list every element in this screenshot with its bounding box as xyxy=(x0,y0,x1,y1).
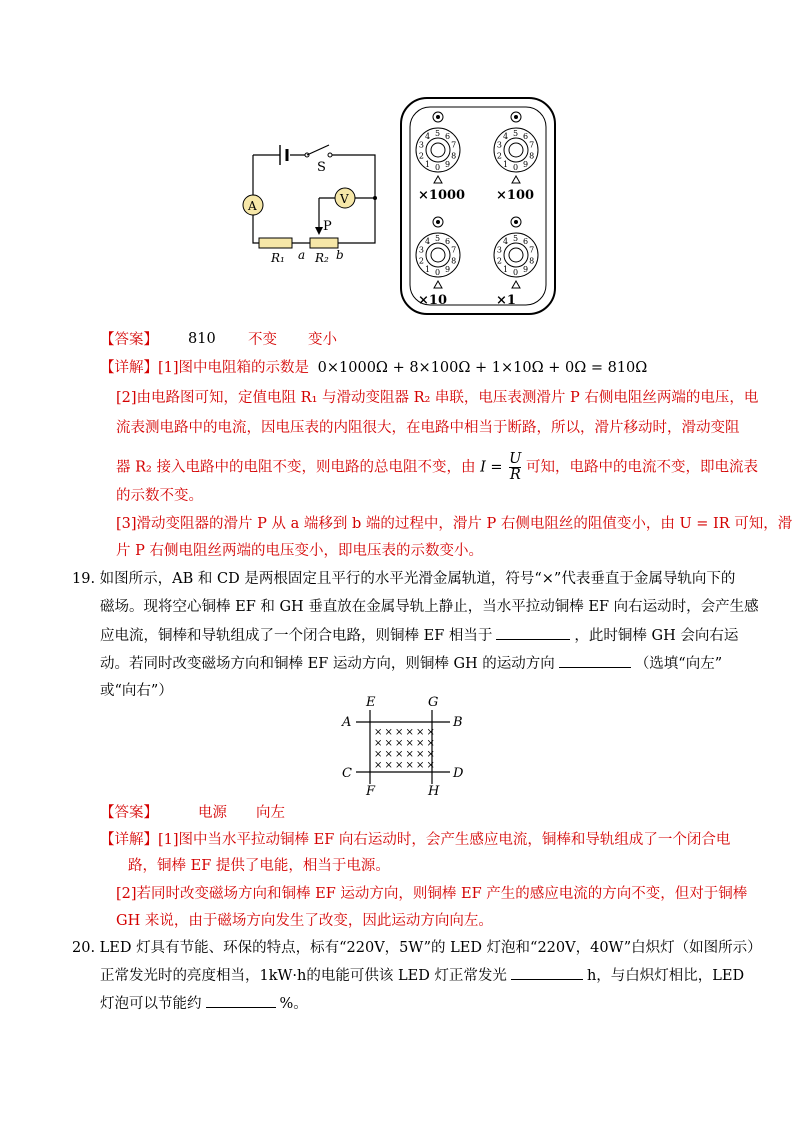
svg-text:R₁: R₁ xyxy=(271,251,285,265)
dial-multiplier: ×100 xyxy=(496,188,535,203)
field-cross: × xyxy=(374,727,383,738)
dial-digit: 6 xyxy=(522,132,529,142)
dial-digit: 3 xyxy=(496,140,502,150)
dial-digit: 1 xyxy=(503,159,509,169)
answer-blank[interactable] xyxy=(206,993,276,1008)
dial-digit: 2 xyxy=(496,256,502,266)
dial-digit: 8 xyxy=(529,151,535,161)
field-cross: × xyxy=(426,760,435,771)
question-number: 19. xyxy=(72,571,96,587)
field-cross: × xyxy=(374,749,383,760)
dial-digit: 3 xyxy=(496,245,502,255)
field-cross: × xyxy=(395,760,404,771)
q18-detail-line7: 片 P 右侧电阻丝两端的电压变小，即电压表的示数变小。 xyxy=(116,543,483,559)
energy-unit: 1kW·h xyxy=(259,968,307,984)
svg-text:H: H xyxy=(428,784,440,796)
field-cross: × xyxy=(384,760,393,771)
dial-digit: 5 xyxy=(435,129,441,138)
dial-digit: 7 xyxy=(529,245,535,255)
dial-digit: 9 xyxy=(522,264,529,274)
field-cross: × xyxy=(405,749,414,760)
q18-detail-line2: [2]由电路图可知，定值电阻 R₁ 与滑动变阻器 R₂ 串联，电压表测滑片 P 右侧电阻丝两端的电压，电 xyxy=(116,390,759,406)
dial-digit: 0 xyxy=(513,268,519,277)
dial-digit: 4 xyxy=(425,132,431,142)
answer-blank[interactable] xyxy=(511,965,583,980)
q18-answer-label: 【答案】 xyxy=(100,332,158,348)
svg-text:A: A xyxy=(342,715,352,730)
dial-digit: 1 xyxy=(425,159,431,169)
field-cross: × xyxy=(426,727,435,738)
field-cross: × xyxy=(374,738,383,749)
dial-digit: 5 xyxy=(435,234,441,243)
field-cross: × xyxy=(416,749,425,760)
dial-digit: 9 xyxy=(522,159,529,169)
field-cross: × xyxy=(405,738,414,749)
dial-multiplier: ×10 xyxy=(418,293,447,308)
answer-blank[interactable] xyxy=(559,653,631,668)
answer-blank[interactable] xyxy=(496,625,570,640)
q18-detail-line6: [3]滑动变阻器的滑片 P 从 a 端移到 b 端的过程中，滑片 P 右侧电阻丝的阻值变小，由 U = IR 可知，滑 xyxy=(116,516,793,532)
svg-text:b: b xyxy=(336,248,344,262)
dial-digit: 1 xyxy=(425,264,431,274)
q19-line4: 动。若同时改变磁场方向和铜棒 EF 运动方向，则铜棒 GH 的运动方向 （选填“向左” xyxy=(100,653,722,674)
q18-formula: 0×1000Ω + 8×100Ω + 1×10Ω + 0Ω = 810Ω xyxy=(317,360,648,376)
dial-digit: 0 xyxy=(435,163,441,172)
q19-line3: 应电流，铜棒和导轨组成了一个闭合电路，则铜棒 EF 相当于 ，此时铜棒 GH 会向右运 xyxy=(100,625,738,646)
rail-diagram xyxy=(338,694,468,796)
svg-text:a: a xyxy=(298,248,306,262)
q19-line5: 或“向右”） xyxy=(100,683,173,699)
field-cross: × xyxy=(395,749,404,760)
dial-digit: 8 xyxy=(529,256,535,266)
q18-answer-3: 变小 xyxy=(308,332,337,348)
field-cross: × xyxy=(416,738,425,749)
dial-digit: 7 xyxy=(451,140,457,150)
dial-digit: 6 xyxy=(444,237,451,247)
field-cross: × xyxy=(426,749,435,760)
slider-label: P xyxy=(323,219,332,234)
q19-detail-line2: 路，铜棒 EF 提供了电能，相当于电源。 xyxy=(128,858,390,874)
dial-digit: 0 xyxy=(435,268,441,277)
dial-digit: 2 xyxy=(496,151,502,161)
q20-line1: 20. LED 灯具有节能、环保的特点，标有“220V，5W”的 LED 灯泡和“220V，40W”白炽灯（如图所示） xyxy=(72,940,762,956)
svg-text:A: A xyxy=(248,199,257,213)
switch-label: S xyxy=(317,160,326,175)
q18-detail-label: 【详解】 xyxy=(100,360,158,376)
dial-digit: 4 xyxy=(503,132,509,142)
dial-digit: 9 xyxy=(444,264,451,274)
svg-text:D: D xyxy=(453,766,464,781)
q19-detail-line1: 【详解】[1]图中当水平拉动铜棒 EF 向右运动时，会产生感应电流，铜棒和导轨组成了一个闭合电 xyxy=(100,832,731,848)
field-cross: × xyxy=(395,738,404,749)
svg-text:F: F xyxy=(366,784,376,796)
q18-detail-line1: 【详解】[1]图中电阻箱的示数是 0×1000Ω + 8×100Ω + 1×10Ω + 0Ω = 810Ω xyxy=(100,360,648,376)
question-number: 20. xyxy=(72,940,96,956)
field-cross: × xyxy=(395,727,404,738)
dial-digit: 9 xyxy=(444,159,451,169)
dial-digit: 7 xyxy=(451,245,457,255)
q19-answer-2: 向左 xyxy=(256,805,285,821)
dial-digit: 5 xyxy=(513,129,519,138)
resistance-box xyxy=(398,95,558,317)
resistor-r2 xyxy=(310,238,338,248)
dial-digit: 0 xyxy=(513,163,519,172)
svg-text:V: V xyxy=(340,192,349,206)
dial-digit: 8 xyxy=(451,256,457,266)
q18-detail-line5: 的示数不变。 xyxy=(116,488,203,504)
field-cross: × xyxy=(374,760,383,771)
q19-line1: 19. 如图所示，AB 和 CD 是两根固定且平行的水平光滑金属轨道，符号“×”代表垂直于金属导轨向下的 xyxy=(72,571,736,587)
dial-multiplier: ×1 xyxy=(496,293,516,308)
q18-answer-1: 810 xyxy=(188,331,216,347)
q19-detail-line4: GH 来说，由于磁场方向发生了改变，因此运动方向向左。 xyxy=(116,913,493,929)
field-cross: × xyxy=(384,738,393,749)
field-cross: × xyxy=(426,738,435,749)
svg-text:B: B xyxy=(453,715,463,730)
dial-digit: 5 xyxy=(513,234,519,243)
q19-line2: 磁场。现将空心铜棒 EF 和 GH 垂直放在金属导轨上静止，当水平拉动铜棒 EF 向右运动时，会产生感 xyxy=(100,599,759,615)
field-cross: × xyxy=(384,749,393,760)
q18-answer-2: 不变 xyxy=(248,332,277,348)
dial-digit: 8 xyxy=(451,151,457,161)
q19-answer-label: 【答案】 xyxy=(100,805,158,821)
q20-line2: 正常发光时的亮度相当，1kW·h的电能可供该 LED 灯正常发光 h，与白炽灯相比，LED xyxy=(100,965,744,986)
dial-digit: 6 xyxy=(522,237,529,247)
field-cross: × xyxy=(405,760,414,771)
field-cross: × xyxy=(405,727,414,738)
circuit-diagram xyxy=(235,135,385,265)
svg-text:R₂: R₂ xyxy=(315,251,329,265)
dial-digit: 2 xyxy=(418,256,424,266)
dial-digit: 2 xyxy=(418,151,424,161)
field-cross: × xyxy=(416,727,425,738)
svg-text:G: G xyxy=(428,695,439,710)
field-cross: × xyxy=(416,760,425,771)
dial-digit: 7 xyxy=(529,140,535,150)
q18-detail-line3: 流表测电路中的电流，因电压表的内阻很大，在电路中相当于断路，所以，滑片移动时，滑动变阻 xyxy=(116,420,740,436)
field-cross: × xyxy=(384,727,393,738)
dial-digit: 4 xyxy=(425,237,431,247)
dial-digit: 1 xyxy=(503,264,509,274)
svg-text:E: E xyxy=(366,695,376,710)
q18-detail-line4: 器 R₂ 接入电路中的电阻不变，则电路的总电阻不变，由 I = $\frac{U}{R}$ 可知，电路中的电流不变，即电流表 xyxy=(116,451,759,483)
q19-detail-line3: [2]若同时改变磁场方向和铜棒 EF 运动方向，则铜棒 EF 产生的感应电流的方向不变，但对于铜棒 xyxy=(116,886,748,902)
q19-answer-1: 电源 xyxy=(198,805,227,821)
dial-digit: 4 xyxy=(503,237,509,247)
dial-digit: 3 xyxy=(418,245,424,255)
resistor-r1 xyxy=(259,238,292,248)
q20-line3: 灯泡可以节能约 %。 xyxy=(100,993,308,1014)
q19-detail-label: 【详解】 xyxy=(100,832,158,848)
dial-digit: 3 xyxy=(418,140,424,150)
ohms-law-formula: I = $\frac{U}{R}$ xyxy=(480,451,522,483)
svg-text:C: C xyxy=(342,766,352,781)
dial-digit: 6 xyxy=(444,132,451,142)
dial-multiplier: ×1000 xyxy=(418,188,466,203)
